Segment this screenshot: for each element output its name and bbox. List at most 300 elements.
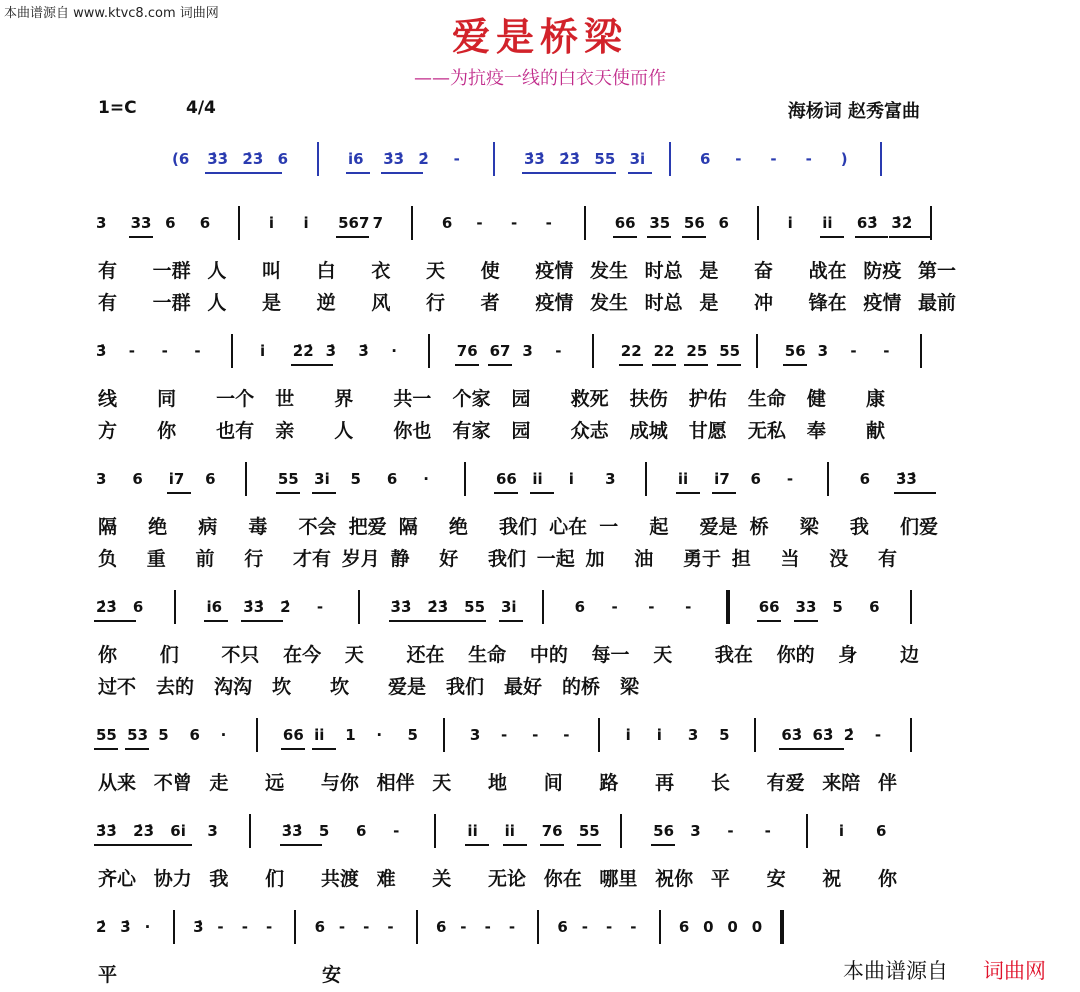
barline bbox=[754, 718, 756, 752]
note: 3 bbox=[207, 822, 218, 840]
lyric-word: 人 bbox=[207, 260, 227, 282]
beam bbox=[811, 748, 844, 750]
lyric-word: 成城 bbox=[629, 420, 668, 442]
lyric-word: 远 bbox=[265, 772, 285, 794]
note: 3̇3̇ bbox=[383, 150, 405, 168]
note: 33 bbox=[130, 214, 152, 232]
note: 6 bbox=[132, 470, 143, 488]
notation-intro bbox=[0, 150, 1080, 180]
barline bbox=[806, 814, 808, 848]
lyric-word: 我们 bbox=[488, 548, 527, 570]
lyric-word: 安 bbox=[322, 964, 342, 986]
note: - bbox=[217, 918, 224, 936]
note: - bbox=[874, 726, 882, 744]
beam bbox=[651, 844, 675, 846]
beam bbox=[276, 492, 300, 494]
note: 6 bbox=[132, 598, 144, 616]
note: 56 bbox=[653, 822, 675, 840]
beam bbox=[820, 236, 844, 238]
note: 63̇ bbox=[812, 726, 834, 744]
note: 6 bbox=[869, 598, 880, 616]
note: - bbox=[611, 598, 618, 616]
note: 22 bbox=[620, 342, 642, 360]
note: 2̇ bbox=[843, 726, 855, 744]
note: 3̇3̇ bbox=[96, 822, 117, 840]
note: i bbox=[656, 726, 662, 744]
note: 3i bbox=[501, 598, 517, 616]
lyric-word: 担 bbox=[731, 548, 751, 570]
lyric-word: 献 bbox=[866, 420, 886, 442]
note: 3 bbox=[605, 470, 616, 488]
note: 6 bbox=[314, 918, 325, 936]
beam bbox=[241, 620, 283, 622]
barline bbox=[726, 590, 730, 624]
note: 6 bbox=[859, 470, 871, 488]
note: 56 bbox=[683, 214, 705, 232]
lyric-word: 奋 bbox=[754, 260, 774, 282]
song-title: 爱是桥梁 bbox=[451, 14, 628, 59]
note: 3 bbox=[469, 726, 481, 744]
note: 2̇3̇ bbox=[133, 822, 155, 840]
beam bbox=[381, 172, 423, 174]
lyric-word: 防疫 bbox=[863, 260, 902, 282]
notation-row4 bbox=[0, 470, 1080, 500]
note: - bbox=[363, 918, 370, 936]
lyric-word: 风 bbox=[371, 292, 391, 314]
beam bbox=[240, 172, 282, 174]
note: 6 bbox=[876, 822, 887, 840]
note: 55 bbox=[719, 342, 741, 360]
note: 6 bbox=[189, 726, 200, 744]
note: 2̇ bbox=[280, 598, 291, 616]
note: - bbox=[630, 918, 637, 936]
lyric-word: 锋在 bbox=[808, 292, 847, 314]
lyric-word: 线 bbox=[98, 388, 118, 410]
lyric-word: 们 bbox=[265, 868, 285, 890]
note: - bbox=[581, 918, 588, 936]
lyric-word: 伴 bbox=[878, 772, 898, 794]
lyric-word: 病 bbox=[198, 516, 218, 538]
lyric-word: 毒 bbox=[248, 516, 268, 538]
lyric-word: 好 bbox=[439, 548, 459, 570]
lyric-word: 你也 bbox=[393, 420, 432, 442]
barline bbox=[592, 334, 594, 368]
beam bbox=[168, 844, 192, 846]
note: - bbox=[685, 598, 692, 616]
barline bbox=[659, 910, 661, 944]
lyric-word: 油 bbox=[634, 548, 654, 570]
lyric-word: 我们 bbox=[446, 676, 485, 698]
note: - bbox=[883, 342, 890, 360]
note: 3 bbox=[96, 470, 107, 488]
note: 6 bbox=[205, 470, 216, 488]
barline bbox=[317, 142, 319, 176]
barline bbox=[598, 718, 600, 752]
note: 6 bbox=[356, 822, 367, 840]
note: - bbox=[453, 150, 460, 168]
note: 66 bbox=[282, 726, 304, 744]
note: i bbox=[268, 214, 275, 232]
note: - bbox=[393, 822, 400, 840]
beam bbox=[682, 236, 706, 238]
beam bbox=[94, 620, 136, 622]
lyric-word: 隔 bbox=[98, 516, 118, 538]
note: 6i bbox=[170, 822, 186, 840]
note: 3 bbox=[522, 342, 533, 360]
lyric-word: 一群 bbox=[152, 292, 191, 314]
lyric-word: 甘愿 bbox=[688, 420, 727, 442]
note: ii bbox=[532, 470, 543, 488]
lyric-word: 发生 bbox=[590, 292, 629, 314]
lyric-word: 健 bbox=[806, 388, 826, 410]
lyric-word: 没 bbox=[829, 548, 849, 570]
lyric-word: 生命 bbox=[468, 644, 507, 666]
note: i6 bbox=[206, 598, 223, 616]
note: - bbox=[727, 822, 734, 840]
note: - bbox=[338, 918, 346, 936]
note: 6 bbox=[678, 918, 690, 936]
beam bbox=[779, 748, 812, 750]
note: 6 bbox=[386, 470, 398, 488]
notation-row6 bbox=[0, 726, 1080, 756]
barline bbox=[645, 462, 647, 496]
beam bbox=[125, 748, 149, 750]
note: 3̇ bbox=[120, 918, 131, 936]
barline bbox=[920, 334, 922, 368]
lyric-word: 无论 bbox=[488, 868, 527, 890]
lyric-word: 同 bbox=[157, 388, 177, 410]
barline bbox=[358, 590, 360, 624]
watermark-bottom-brand: 词曲网 bbox=[983, 959, 1046, 983]
note: - bbox=[511, 214, 518, 232]
lyric-word: 逆 bbox=[316, 292, 336, 314]
lyric-word: 有 bbox=[98, 292, 118, 314]
lyric-word: 界 bbox=[334, 388, 354, 410]
beam bbox=[425, 620, 467, 622]
lyric-word: 是 bbox=[699, 292, 719, 314]
lyric-line-row6 bbox=[0, 768, 1080, 796]
note: 3̇2̇ bbox=[891, 214, 913, 232]
lyric-word: 当 bbox=[780, 548, 800, 570]
note: i bbox=[787, 214, 793, 232]
note: 3̇3̇ bbox=[524, 150, 545, 168]
lyric-word: 疫情 bbox=[535, 292, 574, 314]
lyric-word: 相伴 bbox=[376, 772, 415, 794]
lyric-word: 在今 bbox=[283, 644, 322, 666]
lyric-word: 梁 bbox=[620, 676, 640, 698]
note: 67 bbox=[489, 342, 511, 360]
lyric-word: 关 bbox=[432, 868, 452, 890]
lyric-word: 前 bbox=[195, 548, 215, 570]
note: - bbox=[241, 918, 248, 936]
note: · bbox=[391, 342, 397, 360]
lyric-word: 发生 bbox=[590, 260, 629, 282]
note: 53 bbox=[127, 726, 149, 744]
lyric-word: 有爱 bbox=[766, 772, 805, 794]
note: 2̇3̇ bbox=[427, 598, 449, 616]
note: 3̇ bbox=[96, 342, 107, 360]
lyric-word: 天 bbox=[432, 772, 452, 794]
lyric-word: 隔 bbox=[398, 516, 418, 538]
time-signature: 4/4 bbox=[186, 98, 216, 118]
lyric-word: 坎 bbox=[330, 676, 350, 698]
lyric-word: 共一 bbox=[393, 388, 432, 410]
note: i bbox=[303, 214, 309, 232]
lyric-word: 是 bbox=[699, 260, 719, 282]
beam bbox=[94, 748, 118, 750]
lyric-word: 勇于 bbox=[683, 548, 722, 570]
note: 0 bbox=[727, 918, 738, 936]
note: 5 bbox=[318, 822, 330, 840]
lyric-word: 绝 bbox=[148, 516, 168, 538]
lyric-word: 最前 bbox=[918, 292, 957, 314]
lyric-word: 园 bbox=[511, 420, 531, 442]
barline bbox=[416, 910, 418, 944]
note: 6 bbox=[165, 214, 176, 232]
note: 3̇3̇ bbox=[207, 150, 229, 168]
beam bbox=[503, 844, 527, 846]
lyric-word: 生命 bbox=[747, 388, 786, 410]
beam bbox=[494, 492, 518, 494]
note: 55 bbox=[277, 470, 299, 488]
beam bbox=[389, 620, 431, 622]
lyric-word: 奉 bbox=[806, 420, 826, 442]
lyric-word: 天 bbox=[426, 260, 446, 282]
note: - bbox=[555, 342, 562, 360]
note: 6 bbox=[277, 150, 289, 168]
lyric-word: 第一 bbox=[918, 260, 957, 282]
lyric-word: 人 bbox=[207, 292, 227, 314]
note: 3 bbox=[96, 214, 107, 232]
beam bbox=[717, 364, 741, 366]
beam bbox=[652, 364, 676, 366]
barline bbox=[294, 910, 296, 944]
note: - bbox=[545, 214, 552, 232]
note: 55 bbox=[578, 822, 600, 840]
lyric-word: 长 bbox=[710, 772, 730, 794]
beam bbox=[757, 620, 781, 622]
lyric-word: 的桥 bbox=[562, 676, 601, 698]
lyric-word: 园 bbox=[511, 388, 531, 410]
lyric-word: 梁 bbox=[799, 516, 819, 538]
lyric-word: 边 bbox=[900, 644, 920, 666]
lyric-word: 无私 bbox=[747, 420, 786, 442]
beam bbox=[488, 364, 512, 366]
barline bbox=[584, 206, 586, 240]
lyric-word: 有家 bbox=[452, 420, 491, 442]
note: ii bbox=[504, 822, 515, 840]
beam bbox=[628, 172, 652, 174]
lyric-word: 个家 bbox=[452, 388, 491, 410]
barline bbox=[231, 334, 233, 368]
note: - bbox=[484, 918, 491, 936]
lyric-word: 使 bbox=[480, 260, 500, 282]
note: 2̇ bbox=[96, 918, 107, 936]
beam bbox=[619, 364, 643, 366]
lyric-word: 不会 bbox=[298, 516, 337, 538]
note: 6 bbox=[441, 214, 453, 232]
note: 55 bbox=[96, 726, 117, 744]
lyric-word: 我们 bbox=[499, 516, 538, 538]
notation-row8 bbox=[0, 918, 1080, 948]
barline bbox=[780, 910, 784, 944]
lyric-word: 每一 bbox=[591, 644, 630, 666]
lyric-word: 齐心 bbox=[98, 868, 137, 890]
barline bbox=[249, 814, 251, 848]
lyric-word: 一个 bbox=[216, 388, 255, 410]
note: (6 bbox=[172, 150, 190, 168]
beam bbox=[336, 236, 369, 238]
lyric-word: 时总 bbox=[644, 292, 683, 314]
beam bbox=[455, 364, 479, 366]
barline bbox=[756, 334, 758, 368]
note: 76 bbox=[541, 822, 563, 840]
beam bbox=[684, 364, 708, 366]
beam bbox=[647, 236, 671, 238]
note: 66 bbox=[614, 214, 636, 232]
lyric-word: 衣 bbox=[371, 260, 391, 282]
lyric-word: 也有 bbox=[216, 420, 255, 442]
note: 3 bbox=[817, 342, 829, 360]
note: · bbox=[220, 726, 227, 744]
beam bbox=[465, 844, 489, 846]
lyric-word: 平 bbox=[98, 964, 118, 986]
lyric-line-row4_v1 bbox=[0, 512, 1080, 540]
note: - bbox=[501, 726, 508, 744]
lyric-line-row5_v1 bbox=[0, 640, 1080, 668]
lyric-word: 重 bbox=[146, 548, 166, 570]
note: - bbox=[764, 822, 771, 840]
note: - bbox=[266, 918, 273, 936]
note: 3 bbox=[690, 822, 701, 840]
lyric-word: 去的 bbox=[156, 676, 195, 698]
credits: 海杨词 赵秀富曲 bbox=[787, 101, 920, 122]
beam bbox=[712, 492, 736, 494]
lyric-word: 亲 bbox=[275, 420, 295, 442]
note: 63̇ bbox=[781, 726, 803, 744]
barline bbox=[669, 142, 671, 176]
beam bbox=[540, 844, 564, 846]
lyric-word: 共渡 bbox=[320, 868, 359, 890]
watermark-top: 本曲谱源自 www.ktvc8.com 词曲网 bbox=[4, 6, 219, 21]
note: · bbox=[376, 726, 383, 744]
beam bbox=[613, 236, 637, 238]
lyric-line-row4_v2 bbox=[0, 544, 1080, 572]
lyric-word: 地 bbox=[488, 772, 508, 794]
lyric-word: 叫 bbox=[262, 260, 282, 282]
lyric-word: 有 bbox=[98, 260, 118, 282]
note: ii bbox=[822, 214, 833, 232]
lyric-word: 一群 bbox=[152, 260, 191, 282]
beam bbox=[794, 620, 818, 622]
note: 33 bbox=[795, 598, 817, 616]
beam bbox=[530, 492, 554, 494]
barline bbox=[620, 814, 622, 848]
lyric-word: 与你 bbox=[320, 772, 359, 794]
lyric-word: 才有 bbox=[293, 548, 332, 570]
note: 2̇ bbox=[418, 150, 429, 168]
beam bbox=[592, 172, 616, 174]
lyric-word: 静 bbox=[390, 548, 410, 570]
note: 6 bbox=[436, 918, 447, 936]
note: 3̇ bbox=[358, 342, 369, 360]
note: - bbox=[648, 598, 655, 616]
lyric-word: 你的 bbox=[776, 644, 815, 666]
lyric-word: 祝你 bbox=[655, 868, 694, 890]
lyric-word: 心在 bbox=[549, 516, 588, 538]
note: 2̇3̇ bbox=[559, 150, 581, 168]
note: 567 bbox=[338, 214, 370, 232]
lyric-word: 不曾 bbox=[153, 772, 192, 794]
lyric-word: 疫情 bbox=[863, 292, 902, 314]
lyric-word: 间 bbox=[543, 772, 563, 794]
note: - bbox=[735, 150, 742, 168]
lyric-word: 行 bbox=[244, 548, 264, 570]
note: ) bbox=[840, 150, 848, 168]
beam bbox=[889, 236, 931, 238]
notation-row2 bbox=[0, 214, 1080, 244]
lyric-word: 走 bbox=[209, 772, 229, 794]
note: 2̇2̇ bbox=[292, 342, 314, 360]
note: 6 bbox=[557, 918, 568, 936]
note: 7 bbox=[372, 214, 384, 232]
barline bbox=[910, 590, 912, 624]
lyric-word: 坎 bbox=[272, 676, 292, 698]
note: 55 bbox=[464, 598, 486, 616]
note: 3 bbox=[687, 726, 699, 744]
lyric-word: 天 bbox=[653, 644, 673, 666]
lyric-word: 有 bbox=[878, 548, 898, 570]
beam bbox=[281, 748, 305, 750]
notation-row7 bbox=[0, 822, 1080, 852]
barline bbox=[464, 462, 466, 496]
lyric-line-row2_v2 bbox=[0, 288, 1080, 316]
lyric-word: 者 bbox=[480, 292, 500, 314]
barline bbox=[537, 910, 539, 944]
barline bbox=[827, 462, 829, 496]
beam bbox=[280, 844, 322, 846]
note: 76 bbox=[456, 342, 478, 360]
note: 6 bbox=[574, 598, 586, 616]
lyric-word: 一起 bbox=[536, 548, 575, 570]
note: 25 bbox=[686, 342, 708, 360]
lyric-word: 哪里 bbox=[599, 868, 638, 890]
note: 35 bbox=[649, 214, 671, 232]
watermark-bottom: 本曲谱源自 bbox=[843, 959, 948, 983]
beam bbox=[783, 364, 807, 366]
note: 3̇ bbox=[193, 918, 204, 936]
note: - bbox=[508, 918, 516, 936]
note: - bbox=[476, 214, 483, 232]
beam bbox=[167, 492, 191, 494]
lyric-word: 们 bbox=[159, 644, 179, 666]
note: 6 bbox=[199, 214, 211, 232]
note: 3̇ bbox=[325, 342, 337, 360]
barline bbox=[256, 718, 258, 752]
beam bbox=[499, 620, 523, 622]
lyric-word: 平 bbox=[710, 868, 730, 890]
beam bbox=[291, 364, 333, 366]
lyric-word: 你 bbox=[98, 644, 118, 666]
barline bbox=[173, 910, 175, 944]
beam bbox=[312, 492, 336, 494]
beam bbox=[462, 620, 486, 622]
beam bbox=[894, 492, 936, 494]
lyric-word: 们爱 bbox=[900, 516, 939, 538]
lyric-word: 爱是 bbox=[699, 516, 738, 538]
beam bbox=[312, 748, 336, 750]
lyric-word: 你 bbox=[878, 868, 898, 890]
